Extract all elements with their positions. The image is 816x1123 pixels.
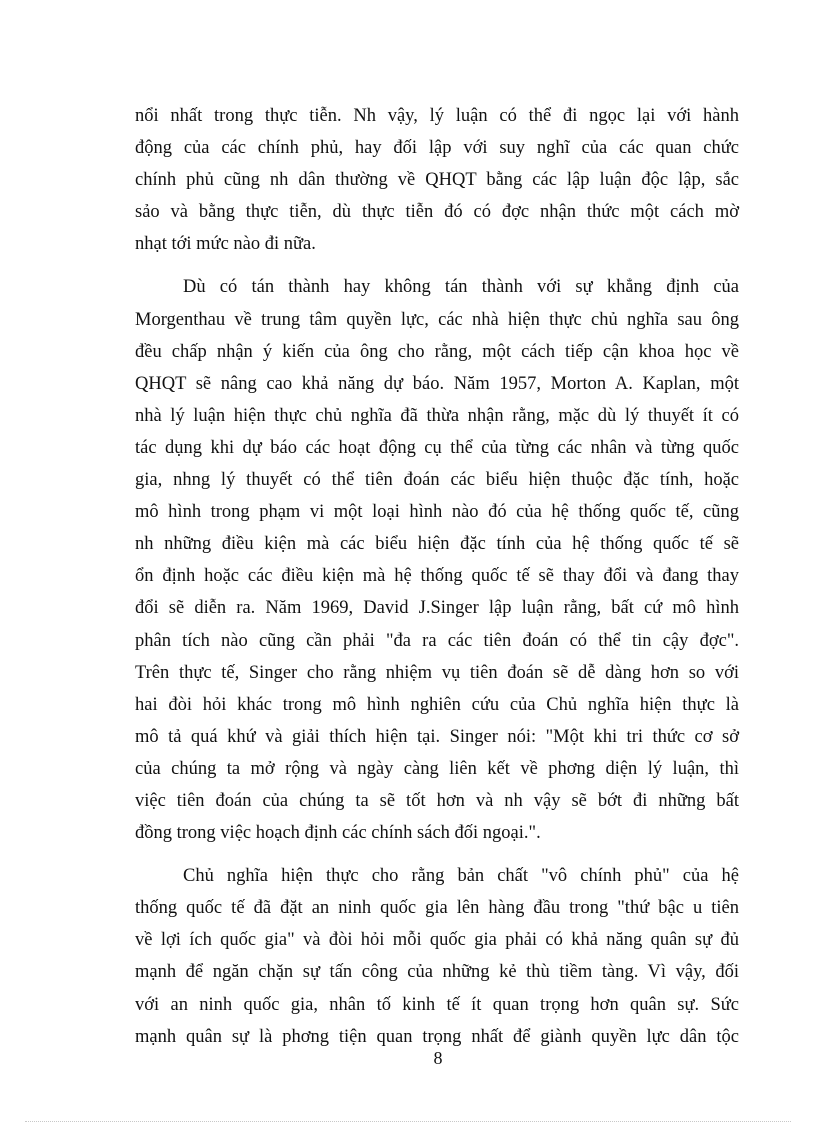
text-line: đồng trong việc hoạch định các chính sách đối ngoại.". bbox=[135, 823, 541, 844]
text-line: chính phủ cũng nh dân thường về QHQT bằng các lập luận độc lập, sắc bbox=[135, 170, 739, 191]
text-line: mô hình trong phạm vi một loại hình nào đó của hệ thống quốc tế, cũng bbox=[135, 502, 739, 523]
text-line: đổi sẽ diễn ra. Năm 1969, David J.Singer lập luận rằng, bất cứ mô hình bbox=[135, 598, 739, 619]
paragraph-1 bbox=[135, 100, 739, 260]
text-line: gia, nhng lý thuyết có thể tiên đoán các biểu hiện thuộc đặc tính, hoặc bbox=[135, 470, 739, 491]
text-line: đều chấp nhận ý kiến của ông cho rằng, một cách tiếp cận khoa học về bbox=[135, 341, 739, 362]
text-line: nhạt tới mức nào đi nữa. bbox=[135, 234, 316, 255]
text-line: phân tích nào cũng cần phải "đa ra các tiên đoán có thể tin cậy đợc". bbox=[135, 630, 739, 651]
text-line: Trên thực tế, Singer cho rằng nhiệm vụ tiên đoán sẽ dễ dàng hơn so với bbox=[135, 662, 739, 683]
text-line: mạnh để ngăn chặn sự tấn công của những kẻ thù tiềm tàng. Vì vậy, đối bbox=[135, 962, 739, 983]
text-line: động của các chính phủ, hay đối lập với suy nghĩ của các quan chức bbox=[135, 138, 739, 159]
paragraph-2 bbox=[135, 271, 739, 849]
text-line: ổn định hoặc các điều kiện mà hệ thống quốc tế sẽ thay đổi và đang thay bbox=[135, 566, 739, 587]
text-line: mạnh quân sự là phơng tiện quan trọng nhất để giành quyền lực dân tộc bbox=[135, 1026, 739, 1047]
paragraph-3 bbox=[135, 860, 739, 1053]
text-line: nh những điều kiện mà các biểu hiện đặc tính của hệ thống quốc tế sẽ bbox=[135, 534, 739, 555]
text-line: của chúng ta mở rộng và ngày càng liên kết về phơng diện lý luận, thì bbox=[135, 758, 739, 779]
page-number: 8 bbox=[433, 1048, 443, 1068]
text-line: với an ninh quốc gia, nhân tố kinh tế ít quan trọng hơn quân sự. Sức bbox=[135, 994, 739, 1015]
page-bottom-divider bbox=[25, 1121, 791, 1122]
text-line: tác dụng khi dự báo các hoạt động cụ thể của từng các nhân và từng quốc bbox=[135, 437, 739, 458]
text-line: nổi nhất trong thực tiễn. Nh vậy, lý luận có thể đi ngọc lại với hành bbox=[135, 106, 739, 126]
text-line: mô tả quá khứ và giải thích hiện tại. Singer nói: "Một khi tri thức cơ sở bbox=[135, 726, 739, 747]
text-line: về lợi ích quốc gia" và đòi hỏi mỗi quốc gia phải có khả năng quân sự đủ bbox=[135, 930, 739, 951]
text-line: thống quốc tế đã đặt an ninh quốc gia lên hàng đầu trong "thứ bậc u tiên bbox=[135, 898, 739, 919]
text-line: Morgenthau về trung tâm quyền lực, các nhà hiện thực chủ nghĩa sau ông bbox=[135, 309, 739, 330]
document-body bbox=[135, 100, 739, 1053]
text-line: sảo và bằng thực tiễn, dù thực tiễn đó có đợc nhận thức một cách mờ bbox=[135, 202, 739, 223]
text-line: Dù có tán thành hay không tán thành với sự khẳng định của bbox=[183, 277, 739, 298]
text-line: nhà lý luận hiện thực chủ nghĩa đã thừa nhận rằng, mặc dù lý thuyết ít có bbox=[135, 405, 739, 426]
text-line: hai đòi hỏi khác trong mô hình nghiên cứu của Chủ nghĩa hiện thực là bbox=[135, 694, 739, 715]
text-line: việc tiên đoán của chúng ta sẽ tốt hơn và nh vậy sẽ bớt đi những bất bbox=[135, 790, 739, 811]
text-line: QHQT sẽ nâng cao khả năng dự báo. Năm 1957, Morton A. Kaplan, một bbox=[135, 373, 739, 394]
text-line: Chủ nghĩa hiện thực cho rằng bản chất "vô chính phủ" của hệ bbox=[183, 866, 739, 887]
